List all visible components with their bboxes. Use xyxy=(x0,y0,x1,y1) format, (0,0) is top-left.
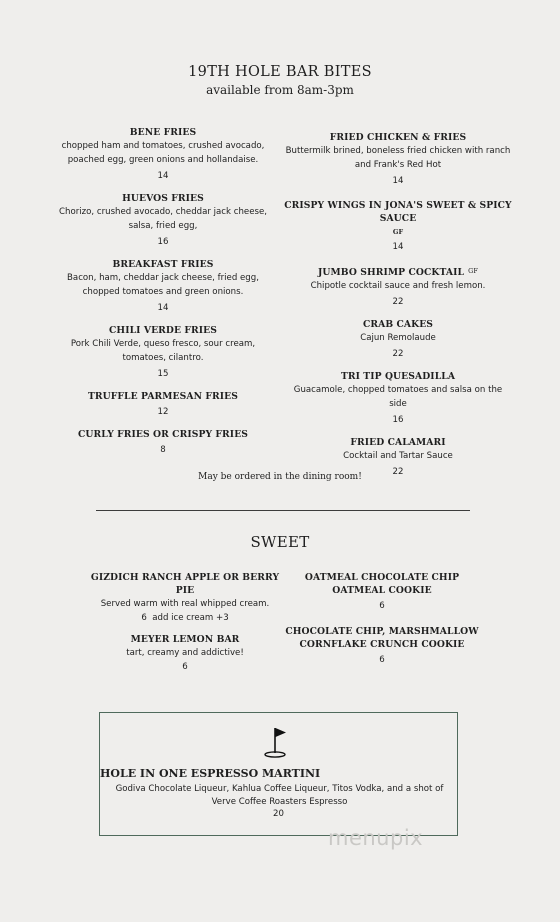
gluten-free-badge: GF xyxy=(468,267,479,275)
item-name: JUMBO SHRIMP COCKTAIL xyxy=(317,267,465,278)
sweet-left-column xyxy=(80,571,290,674)
bar-bites-left-column xyxy=(48,126,278,457)
item-description: tart, creamy and addictive! xyxy=(126,648,244,658)
featured-drink-name: HOLE IN ONE ESPRESSO MARTINI xyxy=(100,767,321,780)
gluten-free-badge: GF xyxy=(392,228,404,236)
item-name: FRIED CALAMARI xyxy=(350,437,446,448)
item-price: 6 add ice cream +3 xyxy=(141,613,229,623)
item-price: 6 xyxy=(379,601,385,611)
menu-item xyxy=(48,192,278,249)
item-name: FRIED CHICKEN & FRIES xyxy=(329,132,467,143)
menu-item xyxy=(284,625,480,667)
menu-item xyxy=(48,126,278,183)
menu-item xyxy=(48,390,278,419)
item-price: 16 xyxy=(157,237,169,247)
section-title-bar-bites: 19TH HOLE BAR BITES xyxy=(188,64,372,80)
item-description: chopped ham and tomatoes, crushed avocado, poached egg, green onions and hollandaise. xyxy=(61,141,265,165)
item-description: Pork Chili Verde, queso fresco, sour cream, tomatoes, cilantro. xyxy=(70,339,256,363)
menu-item xyxy=(284,571,480,613)
item-description: Cocktail and Tartar Sauce xyxy=(343,451,453,461)
item-price: 14 xyxy=(157,171,169,181)
item-name: CURLY FRIES OR CRISPY FRIES xyxy=(77,429,249,440)
item-name: OATMEAL CHOCOLATE CHIP OATMEAL COOKIE xyxy=(304,572,460,596)
item-name: BREAKFAST FRIES xyxy=(112,259,214,270)
watermark-logo: menupix xyxy=(328,826,424,850)
golf-flag-icon xyxy=(100,725,457,763)
item-description: Chipotle cocktail sauce and fresh lemon. xyxy=(310,281,486,291)
item-description: Guacamole, chopped tomatoes and salsa on the side xyxy=(293,385,503,409)
featured-drink-box xyxy=(99,712,458,836)
item-description: Buttermilk brined, boneless fried chicken with ranch and Frank's Red Hot xyxy=(285,146,511,170)
item-name: TRUFFLE PARMESAN FRIES xyxy=(87,391,239,402)
item-price: 15 xyxy=(157,369,169,379)
menu-item xyxy=(284,318,512,361)
menu-item xyxy=(48,258,278,315)
item-name-row xyxy=(284,265,512,279)
item-description: Bacon, ham, cheddar jack cheese, fried egg, chopped tomatoes and green onions. xyxy=(67,273,259,297)
menu-item xyxy=(284,370,512,427)
item-price: 12 xyxy=(157,407,169,417)
featured-drink-description: Godiva Chocolate Liqueur, Kahlua Coffee Liqueur, Titos Vodka, and a shot of Verve Coffee Roasters Espresso xyxy=(115,784,444,807)
item-price: 6 xyxy=(379,655,385,665)
item-price: 16 xyxy=(392,415,404,425)
item-description: Chorizo, crushed avocado, cheddar jack cheese, salsa, fried egg, xyxy=(59,207,267,231)
item-name: GIZDICH RANCH APPLE OR BERRY PIE xyxy=(90,572,280,596)
item-price: 8 xyxy=(160,445,166,455)
menu-item xyxy=(48,324,278,381)
item-name: CHOCOLATE CHIP, MARSHMALLOW CORNFLAKE CRUNCH COOKIE xyxy=(285,626,479,650)
section-divider xyxy=(96,510,470,511)
menu-item xyxy=(284,199,512,254)
item-name: MEYER LEMON BAR xyxy=(130,634,240,645)
item-price: 14 xyxy=(392,176,404,186)
menu-item xyxy=(284,265,512,309)
item-name: TRI TIP QUESADILLA xyxy=(340,371,456,382)
featured-drink-price: 20 xyxy=(273,809,284,819)
item-name: HUEVOS FRIES xyxy=(122,193,204,204)
item-price: 22 xyxy=(392,349,404,359)
dining-room-note: May be ordered in the dining room! xyxy=(198,472,362,482)
item-price: 6 xyxy=(182,662,188,672)
item-price: 14 xyxy=(157,303,169,313)
item-description: Cajun Remolaude xyxy=(360,333,436,343)
item-price: 22 xyxy=(392,467,404,477)
item-name: CHILI VERDE FRIES xyxy=(109,325,217,336)
item-name: CRAB CAKES xyxy=(362,319,434,330)
sweet-right-column xyxy=(284,571,480,667)
menu-item xyxy=(48,428,278,457)
item-description: Served warm with real whipped cream. xyxy=(100,599,270,609)
item-price: 14 xyxy=(392,242,404,252)
bar-bites-right-column xyxy=(284,131,512,479)
item-name: CRISPY WINGS IN JONA'S SWEET & SPICY SAUCE xyxy=(284,200,512,224)
menu-item xyxy=(284,131,512,188)
availability-subtitle: available from 8am-3pm xyxy=(206,83,354,97)
section-title-sweet: SWEET xyxy=(250,533,310,551)
menu-item xyxy=(80,571,290,625)
menu-item xyxy=(80,633,290,674)
item-price: 22 xyxy=(392,297,404,307)
item-name: BENE FRIES xyxy=(129,127,197,138)
